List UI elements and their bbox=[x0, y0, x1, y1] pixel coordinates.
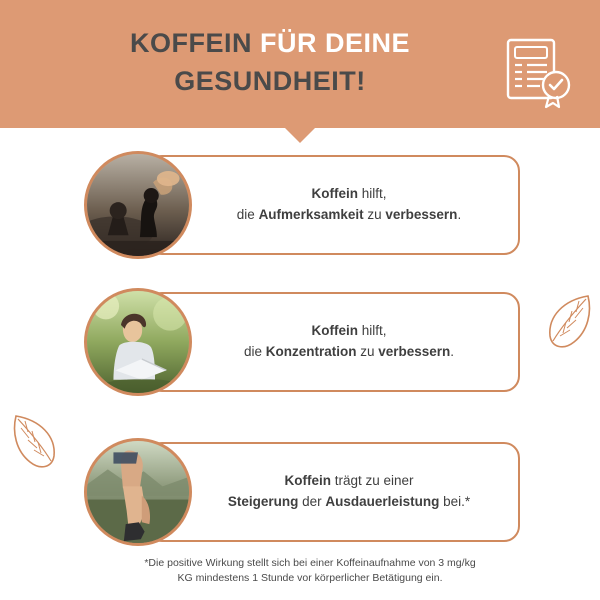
benefit-2-line2-post: . bbox=[450, 344, 455, 359]
benefit-2-line2-mid: zu bbox=[356, 344, 379, 359]
benefit-3-line2-post: bei.* bbox=[439, 494, 471, 509]
benefit-3-line2-bold2: Ausdauerleistung bbox=[325, 494, 440, 509]
benefit-1-line2-bold2: verbessern bbox=[385, 207, 458, 222]
benefit-card-1 bbox=[146, 155, 520, 255]
running-legs-photo bbox=[84, 438, 192, 546]
chess-pieces-photo bbox=[84, 151, 192, 259]
benefit-card-3 bbox=[146, 442, 520, 542]
girl-reading-book-photo bbox=[84, 288, 192, 396]
benefit-3-line2-bold1: Steigerung bbox=[227, 494, 299, 509]
benefit-text-3 bbox=[148, 471, 518, 513]
benefit-row-3 bbox=[84, 442, 520, 542]
benefit-1-line2-bold1: Aufmerksamkeit bbox=[258, 207, 364, 222]
benefit-3-line2-mid: der bbox=[298, 494, 326, 509]
footnote-line2: KG mindestens 1 Stunde vor körperlicher Betätigung ein. bbox=[177, 572, 443, 585]
benefit-text-2 bbox=[148, 321, 518, 363]
header-inner bbox=[0, 0, 600, 128]
page-title-strong: KOFFEIN bbox=[129, 28, 252, 58]
leaf-icon-left bbox=[10, 410, 62, 472]
page-title bbox=[60, 24, 480, 101]
benefit-2-line2-bold2: verbessern bbox=[378, 344, 451, 359]
benefit-1-line2-pre: die bbox=[236, 207, 259, 222]
benefit-card-2 bbox=[146, 292, 520, 392]
header-arrow-pointer bbox=[283, 126, 317, 143]
benefit-row-1 bbox=[84, 155, 520, 255]
benefit-row-2 bbox=[84, 292, 520, 392]
benefit-text-1 bbox=[148, 184, 518, 226]
benefit-2-line2-bold1: Konzentration bbox=[265, 344, 357, 359]
certificate-document-icon bbox=[502, 38, 576, 110]
footnote bbox=[100, 556, 520, 586]
benefit-1-line2-post: . bbox=[457, 207, 462, 222]
header-banner bbox=[0, 0, 600, 128]
benefit-2-line1-post: hilft, bbox=[357, 323, 387, 339]
footnote-line1: *Die positive Wirkung stellt sich bei einer Koffeinaufnahme von 3 mg/kg bbox=[144, 557, 476, 569]
benefit-1-line1-post: hilft, bbox=[357, 186, 387, 202]
leaf-icon-right bbox=[542, 290, 594, 352]
benefit-3-line1-bold: Koffein bbox=[284, 473, 331, 489]
benefit-2-line2-pre: die bbox=[243, 344, 266, 359]
page-title-rest: FÜR DEINE bbox=[251, 28, 410, 58]
benefit-3-line1-post: trägt zu einer bbox=[330, 473, 414, 489]
benefit-2-line1-bold: Koffein bbox=[311, 323, 358, 339]
benefit-1-line1-bold: Koffein bbox=[311, 186, 358, 202]
page-title-line2: GESUNDHEIT! bbox=[174, 66, 366, 97]
benefit-1-line2-mid: zu bbox=[363, 207, 386, 222]
